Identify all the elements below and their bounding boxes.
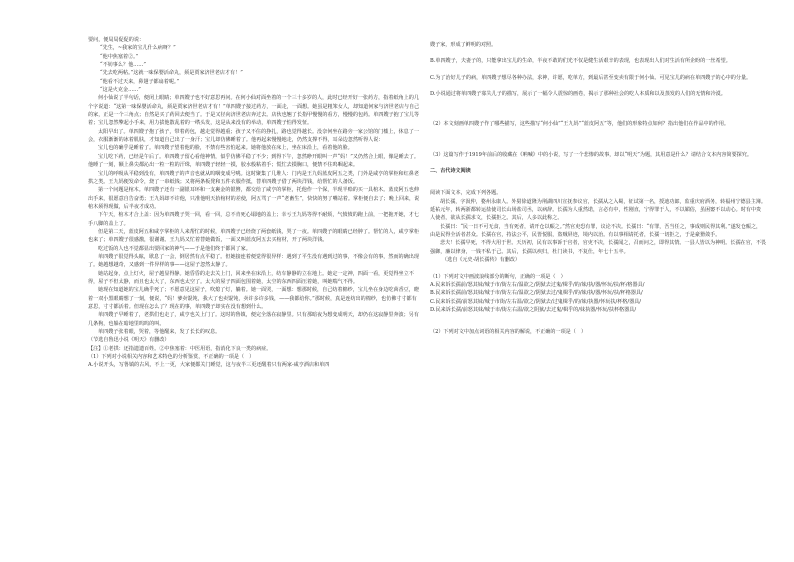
right-paragraph: D.小说通过将单四嫂子寡失儿子的描写，展示了一幅令人震惊的画卷，揭示了那种社会的吃人本质和以及蒸发的人们的无情和冷漠。 [430,91,726,98]
left-paragraph: 何小仙说了半句话，便闭上眼睛；单四嫂子也不好意思再问。在何小仙对面坐着的一个三十多岁的人，此时已经开好一张药方，指着纸角上的几个字说道：“这第一味保婴活命丸，须是贾家济世老店才有！”单四嫂子接过药方，一面走，一面想。她虽是粗笨女人，却知道何家与济世老店与自己的家，正是一个三角点；自然是买了药回去便当了。于是又径向济世老店奔过去。店伙也翘了长指甲慢慢的看方，慢慢的包药。单四嫂子抱了宝儿等着；宝儿忽然擎起小手来，用力拔他散乱着的一绺头发，这是从来没有的举动，单四嫂子怕得发怔。 [88,95,420,127]
left-paragraph: 太阳早出了。单四嫂子抱了孩子，带着药包，越走觉得越重；孩子又不住的挣扎，路也觉得越长。没奈何坐在路旁一家公馆的门槛上，休息了一会，衣服渐渐的冰着肌肤，才知道自己出了一身汗；宝儿却仿佛睡着了。他再起来慢慢地走，仍然支撑不得，耳朵边忽然听得人说： [88,128,419,144]
right-paragraph: 长孺曰：“民一日不可无食，当有死者，请开仓以赈之。”然官吏恐有罪，议论不决。长孺曰：“有罪，吾当任之，事成则民得其利。”遂发仓赈之，由是民得全活者甚众。长孺在官，持法公平，民皆悦服，盗贼屏迹，境内以治。有以事相请托者，长孺一切拒之，于是豪猾敛手。 [430,223,762,239]
left-paragraph: 她现在知道她的宝儿确乎死了；不愿意见这屋子，吹熄了灯，躺着。她一面哭，一面想：想那时候，自己纺着棉纱，宝儿坐在身边吃茴香豆，瞪着一双小黑眼睛想了一刻，便说，“妈！爹卖馄饨，我大了也卖馄饨，卖许多许多钱，——我都给你。”那时候，真是连纺出的棉纱，也仿佛寸寸都有意思，寸寸都活着。但现在怎么了？现在的事，单四嫂子却实在没有想到什么。 [88,287,419,310]
right-paragraph: C.民来诉长孺/前怒其妹/城于市街/左右温/欲之/阴狱去/过鬼楫乎/的/妹/执器/怀玩扶/杯格/器具/ [430,298,642,305]
right-paragraph: D.民来诉长孺/前怒其妹/城于市/街左右温/欲之阴狱/去过鬼/楫乎的/妹执器/怀玩/扶杯格器具/ [430,306,637,313]
right-paragraph: （2）下列对文中加点词语的相关内容的解说，不正确的一项是（ ） [430,329,587,336]
right-paragraph: （2）本文刻画单四嫂子作了哪些描写，这些描写“何小仙”“王九妈”“蓝皮阿五”等，他们的形象特点如何？指出他们在作品中的作用。 [430,121,730,128]
left-paragraph: 第一个问题是棺木。单四嫂子还有一副银耳环和一支裹金的银簪，都交给了咸亨的掌柜，托他作一个保，半现半赊的买一具棺木。蓝皮阿五也伸出手来，很愿意自告奋勇；王九妈却不许他，只准他明天抬棺材的差使，阿五骂了一声“老畜生”，快快的努了嘴站着。掌柜便自去了；晚上回来，说棺木须得现做，后半夜才成功。 [88,187,420,210]
left-paragraph: 她站起身，点上灯火，屋子越显得静。她昏昏的走去关上门，回来坐在床沿上，纺车静静的立在地上。她定一定神，四面一看，更觉得坐立不得，屋子不但太静，而且也太大了，东西也太空了。太大的屋子四面包围着她，太空的东西四面压着她，叫她喘气不得。 [88,270,414,285]
left-paragraph: A.小说开头，写鲁镇的古风，不上一更，大家便都关门睡觉，这与夜半三更还醒着只有两家-咸亨酒店和单四 [88,362,330,369]
right-paragraph: B.单四嫂子，夫妻子的，只能拿出宝儿的生命，半夜不敢的们光不仅是健生活艰辛的表现，也表现出人们对生活有所企盼的一丝希望。 [430,58,731,65]
right-paragraph: （选自《元史·胡长孺传》有删改） [442,257,521,264]
left-paragraph: 但是第二天，蓝皮阿五和咸亨掌柜的人来帮忙的时候，单四嫂子已经烧了两套纸钱，哭了一夜。单四嫂子的眼睛已经肿了。帮忙的人，咸亨掌柜也来了；单四嫂子很感激，很谢谢。王九妈又忙着替她做饭，一面又叫蓝皮阿五去买棺材，开了两块洋钱。 [88,228,419,244]
left-paragraph: （1）下列对小说相关内容和艺术特色的分析鉴赏，不正确的一项是（ ） [88,354,255,361]
left-paragraph: 下午天，棺木才合上盖：因为单四嫂子哭一回，看一回，总不肯死心塌地的盖上；幸亏王九妈等得不耐烦，气愤愤的跑上前，一把拖开她，才七手八脚的盖上了。 [88,212,419,227]
right-paragraph: 二、古代诗文阅读 [430,168,471,175]
left-paragraph: “不妨事么？他……” [100,62,146,69]
left-paragraph: 【注】①老拱：还指遗遗百姓。②中焦塞着：中医用语，指消化下良一类的病症。 [88,345,272,352]
right-paragraph: （3）这篇写作于1919年前后的收藏在《呐喊》中的小说，写了一个悲惨的故事，却以“明天”为题，其用意是什么？请结合文本内容简要探究。 [430,151,752,158]
right-paragraph: C.为了治好儿子的病，单四嫂子想尽各种办法，求神，许愿，吃单方，到最后甚至变卖有限于何小仙。可见宝儿的病在单四嫂子的心中的分量。 [430,74,752,81]
right-paragraph: （1）下列对文中画波浪线部分的断句，正确的一项是（ ） [430,273,566,280]
right-paragraph: 悲夫！长孺早死，不得大用于世。天历初，民有以事诉于官者，官吏不决，长孺闻之，召而问之，即得其情。一县人皆以为神明。长孺在官，不畏强御，廉以律身，一钱不私于己。其后，长孺以疾归，杜门读书，不复仕，年七十五卒。 [430,240,767,255]
left-paragraph: 单四嫂子很觉得头眩，歇息了一会，倒居然有点平稳了。但她接连着便觉得很异样：遇到了平生没有遇到过的事，不像会有的事，然而的确出现了。她越想越奇，又感到一件异样的事——这屋子忽然太静了。 [88,253,419,269]
left-paragraph: 要问，便局局促促的说： [88,37,145,43]
right-paragraph: 胡长孺，字汲仲，婺州永康人。外舅徐道隆为荆湖四川宣抚参议官，长孺从之入蜀，征试第一名，授迪功郎，监重庆府酒务，转福州宁德县主簿。延祐元年，转两浙都转运盐使司长山场盐司丞，以病辞。长孺为人重然诺，言必有中，性刚直，宁得罪于人，不以媚俗，虽困窭不以动心。时有中贵人使者，欲从长孺求文，长孺拒之。其后，人多以此称之。 [430,198,767,222]
right-paragraph: 阅读下面文本，完成下列各题。 [430,190,502,197]
left-paragraph: （节选自鲁迅小说《明天》有删改） [88,337,170,344]
right-paragraph: 嫂子家，形成了鲜明的对照。 [430,42,497,48]
left-paragraph: “他看不过天来，鼻翅子都扇着呢。” [100,78,180,85]
left-paragraph: “他中焦塞着②。” [100,53,139,60]
right-paragraph: A.民来诉长孺前/怒其妹/城于市/街左右/温欲之/阴狱去过鬼/楫乎/的/妹/执/器/怀玩/扶/杯/格器具/ [430,281,645,288]
left-column [88,36,421,370]
right-column [430,41,766,337]
left-paragraph: “先生，~我家的宝儿什么病呀？” [100,45,176,52]
left-paragraph: “这是火克金……” [100,87,141,94]
right-paragraph: B.民来诉长孺前/怒其妹/城于市/街左右/温欲之/阴狱去过/鬼楫乎/的/妹/执/器/怀玩/扶/杯格器具/ [430,290,643,297]
left-paragraph: 吃过饭的人也不觉都显出要回家的神气——于是他们终于都回了家。 [98,245,251,252]
left-paragraph: 单四嫂子张着眼，哭着，等他醒来，发了长长的叹息。 [98,329,221,336]
left-paragraph: “先去吃两帖。”这就一味保婴活命丸，须是贾家济世老店才有！” [100,70,243,77]
left-paragraph: 宝儿的呼吸从平稳到没有，单四嫂子的声音也就从呜咽变成号咷。这时聚集了几堆人：门内是王九妈蓝皮阿五之类，门外是咸亨的掌柜和红鼻老拱之类。王九妈便发命令，烧了一串纸钱；又将两条板凳和五件衣服作抵，替单四嫂子借了两块洋钱，给帮忙的人备饭。 [88,170,419,185]
left-paragraph: 单四嫂子早睡着了，老拱们也走了，咸亨也关上门了。这时的鲁镇，便完全落在寂静里。只有那暗夜为想变成明天，却仍在这寂静里奔波；另有几条狗，也躲在暗地里呜呜的叫。 [88,312,419,327]
left-paragraph: 宝儿也的确乎是睡着了。单四嫂子望着他的脸，不禁有些害怕起来。她将他放在床上，坐在床沿上，看着他的脸。 [98,145,353,152]
left-paragraph: 宝儿吃下药，已经是午后了。单四嫂子留心看他神情，似乎仿佛平稳了不少；到得下午，忽然睁开眼叫一声“妈！”又仍然合上眼，像是睡去了。他睡了一刻，额上鼻尖都沁出一粒一粒的汗珠，单四嫂子轻轻一摸，胶水般粘着手；慌忙去摸胸口，便禁不住呜咽起来。 [88,153,420,169]
